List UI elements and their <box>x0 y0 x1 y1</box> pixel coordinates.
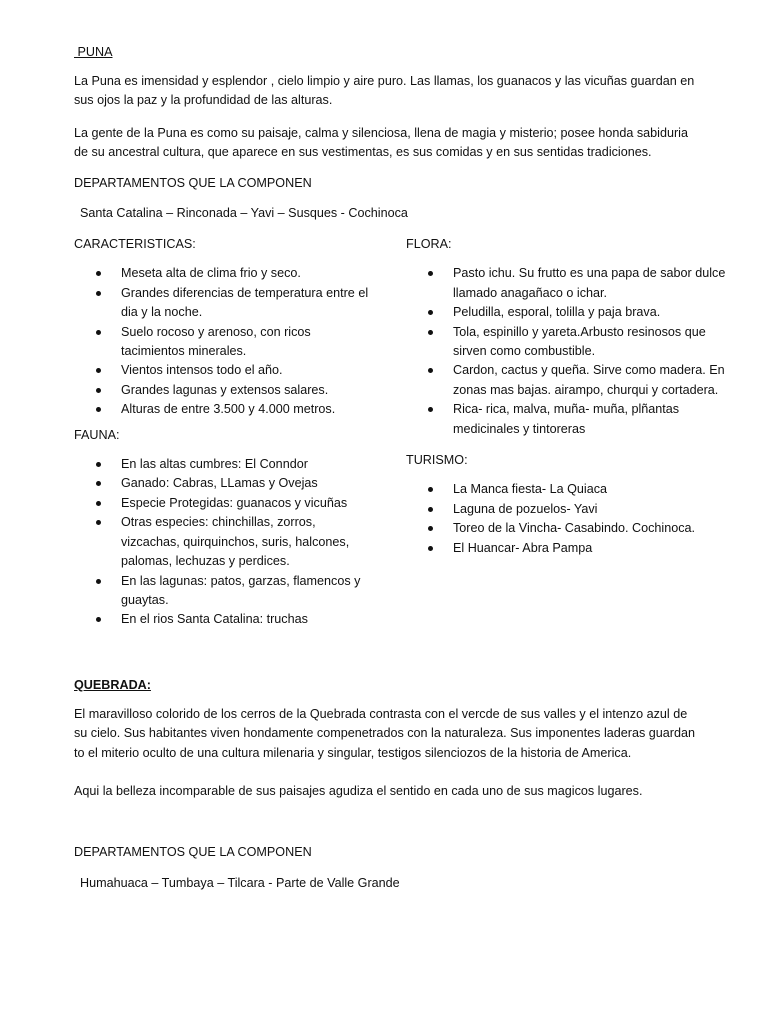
flora-list <box>406 264 726 439</box>
list-item: Laguna de pozuelos- Yavi <box>406 500 726 519</box>
puna-title: PUNA <box>74 45 113 59</box>
puna-right-column <box>406 235 726 558</box>
caracteristicas-heading: CARACTERISTICAS: <box>74 237 196 251</box>
puna-intro-paragraph-1: La Puna es imensidad y esplendor , cielo limpio y aire puro. Las llamas, los guanacos y las vicuñas guardan en sus ojos la paz y la profundidad de las alturas. <box>74 74 695 108</box>
list-item: Ganado: Cabras, LLamas y Ovejas <box>74 474 374 493</box>
list-item: Meseta alta de clima frio y seco. <box>74 264 374 283</box>
list-item: Grandes diferencias de temperatura entre el dia y la noche. <box>74 284 374 323</box>
flora-heading: FLORA: <box>406 237 452 251</box>
list-item: Cardon, cactus y queña. Sirve como madera. En zonas mas bajas. airampo, churqui y cortadera. <box>406 361 726 400</box>
quebrada-title: QUEBRADA: <box>74 678 151 692</box>
list-item: Tola, espinillo y yareta.Arbusto resinosos que sirven como combustible. <box>406 323 726 362</box>
fauna-heading: FAUNA: <box>74 427 120 442</box>
turismo-list <box>406 480 726 558</box>
list-item: En las altas cumbres: El Conndor <box>74 455 374 474</box>
list-item: Rica- rica, malva, muña- muña, plñantas medicinales y tintoreras <box>406 400 726 439</box>
list-item: Suelo rocoso y arenoso, con ricos tacimientos minerales. <box>74 323 374 362</box>
list-item: Vientos intensos todo el año. <box>74 361 374 380</box>
list-item: La Manca fiesta- La Quiaca <box>406 480 726 499</box>
quebrada-intro-paragraph-2: Aqui la belleza incomparable de sus paisajes agudiza el sentido en cada uno de sus magicos lugares. <box>74 784 643 798</box>
list-item: Peludilla, esporal, tolilla y paja brava. <box>406 303 726 322</box>
list-item: Alturas de entre 3.500 y 4.000 metros. <box>74 400 374 419</box>
puna-departments-heading: DEPARTAMENTOS QUE LA COMPONEN <box>74 176 312 190</box>
list-item: El Huancar- Abra Pampa <box>406 539 726 558</box>
puna-departments-list: Santa Catalina – Rinconada – Yavi – Susques - Cochinoca <box>80 206 408 220</box>
quebrada-intro-paragraph-1: El maravilloso colorido de los cerros de la Quebrada contrasta con el vercde de sus valles y el intenzo azul de su cielo. Sus habitantes viven hondamente compenetrados con la naturaleza. Sus imponentes laderas guardan to el miterio oculto de una cultura milenaria y singular, testigos silenciozos de la historia de America. <box>74 707 695 760</box>
puna-intro-paragraph-2: La gente de la Puna es como su paisaje, calma y silenciosa, llena de magia y misterio; posee honda sabiduria de su ancestral cultura, que aparece en sus vestimentas, es sus comidas y en sus sentidas tradiciones. <box>74 126 688 160</box>
fauna-list <box>74 455 374 630</box>
quebrada-departments-list: Humahuaca – Tumbaya – Tilcara - Parte de Valle Grande <box>80 876 400 890</box>
puna-left-column <box>74 235 374 630</box>
list-item: Grandes lagunas y extensos salares. <box>74 381 374 400</box>
list-item: Toreo de la Vincha- Casabindo. Cochinoca. <box>406 519 726 538</box>
list-item: Especie Protegidas: guanacos y vicuñas <box>74 494 374 513</box>
list-item: Otras especies: chinchillas, zorros, vizcachas, quirquinchos, suris, halcones, palomas, lechuzas y perdices. <box>74 513 374 571</box>
caracteristicas-list <box>74 264 374 419</box>
list-item: En las lagunas: patos, garzas, flamencos y guaytas. <box>74 572 374 611</box>
list-item: En el rios Santa Catalina: truchas <box>74 610 374 629</box>
quebrada-departments-heading: DEPARTAMENTOS QUE LA COMPONEN <box>74 845 312 859</box>
list-item: Pasto ichu. Su frutto es una papa de sabor dulce llamado anagañaco o ichar. <box>406 264 726 303</box>
turismo-heading: TURISMO: <box>406 453 468 468</box>
